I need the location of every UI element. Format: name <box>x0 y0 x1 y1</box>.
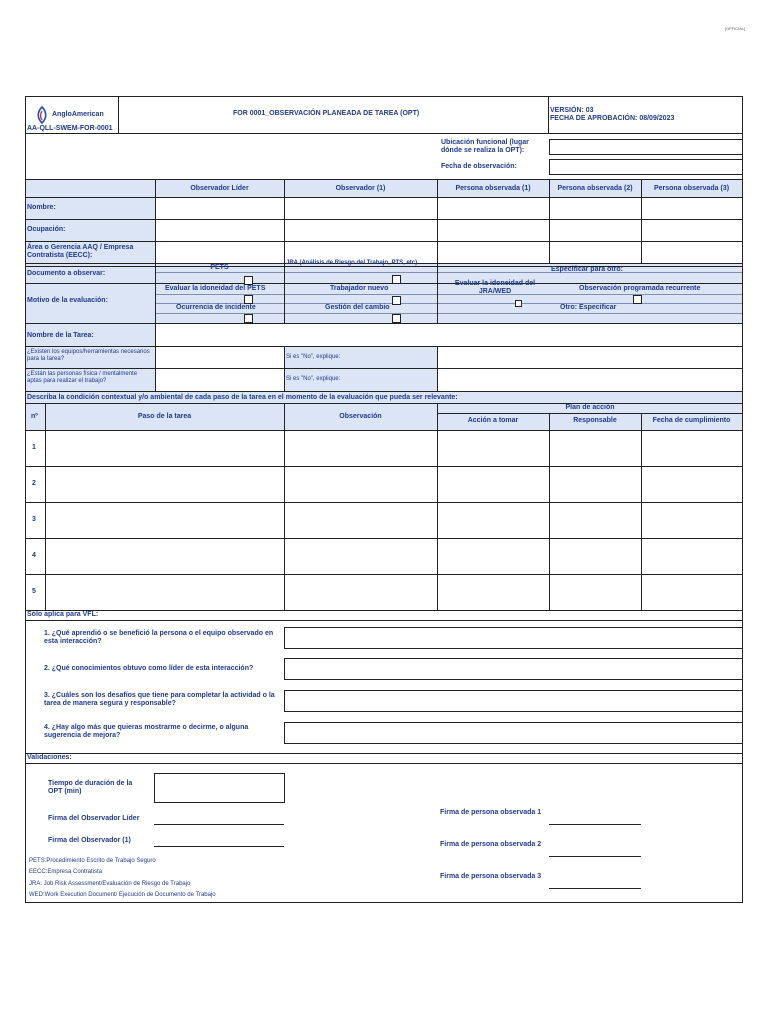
vfl-q4: 4. ¿Hay algo más que quieras mostrarme o decirme, o alguna sugerencia de mejora? <box>44 724 249 739</box>
motivo-label: Motivo de la evaluación: <box>27 297 108 304</box>
version: VERSIÓN: 03 <box>550 107 594 114</box>
firma-p2-line[interactable] <box>549 856 641 857</box>
vfl-a1-field[interactable] <box>284 627 743 649</box>
firma-p1-line[interactable] <box>549 824 641 825</box>
note-wed: WED:Work Execution Document/ Ejecución de Documento de Trabajo <box>29 892 216 898</box>
firma-p2-label: Firma de persona observada 2 <box>440 841 542 848</box>
motivo-pets-label: Evaluar la idoneidad del PETS <box>165 285 266 292</box>
col-accion: Acción a tomar <box>467 417 519 424</box>
vfl-a3-field[interactable] <box>284 690 743 712</box>
incidente-checkbox[interactable] <box>244 314 253 323</box>
nombre-tarea-label: Nombre de la Tarea: <box>27 332 94 339</box>
describa-label: Describa la condición contextual y/o ambiental de cada paso de la tarea en el momento de la evaluación que pueda ser relevante: <box>27 394 458 401</box>
vfl-label: Sólo aplica para VFL: <box>27 611 99 618</box>
aptas-question: ¿Están las personas física / mentalmente aptas para realizar el trabajo? <box>27 371 138 384</box>
motivo-jra-label: Evaluar la idoneidad del JRA/WED <box>454 280 536 295</box>
motivo-incidente-label: Ocurrencia de incidente <box>176 304 256 311</box>
step-number: 3 <box>32 516 36 523</box>
col-persona-1: Persona observada (1) <box>455 185 531 192</box>
step-number: 4 <box>32 552 36 559</box>
anglo-logo-icon <box>35 106 49 124</box>
col-persona-3: Persona observada (3) <box>653 185 730 192</box>
col-observador-1: Observador (1) <box>335 185 386 192</box>
vfl-q2: 2. ¿Qué conocimientos obtuvo como líder de esta interacción? <box>44 665 254 672</box>
col-observacion: Observación <box>339 413 382 420</box>
firma-lider-line[interactable] <box>154 824 284 825</box>
note-pets: PETS:Procedimiento Escrito de Trabajo Seguro <box>29 858 156 864</box>
tiempo-label: Tiempo de duración de la OPT (min) <box>48 780 133 795</box>
col-persona-2: Persona observada (2) <box>557 185 633 192</box>
fecha-obs-label: Fecha de observación: <box>441 163 517 170</box>
step-number: 5 <box>32 588 36 595</box>
step-number: 2 <box>32 480 36 487</box>
fecha-obs-field[interactable] <box>549 159 743 175</box>
cambio-checkbox[interactable] <box>392 314 401 323</box>
equipos-explique: Si es "No", explique: <box>286 354 341 360</box>
col-fecha: Fecha de cumplimiento <box>652 417 731 424</box>
vfl-q1: 1. ¿Qué aprendió o se benefició la persona o el equipo observado en esta interacción? <box>44 630 274 645</box>
pets-idoneidad-checkbox[interactable] <box>244 295 253 304</box>
doc-pets-label: PETS <box>210 264 229 271</box>
jra-checkbox[interactable] <box>392 275 401 284</box>
vfl-q3: 3. ¿Cuáles son los desafíos que tiene para completar la actividad o la tarea de manera segura y responsable? <box>44 692 275 707</box>
note-jra: JRA: Job Risk Assessment/Evaluación de Riesgo de Trabajo <box>29 881 191 887</box>
equipos-question: ¿Existen los equipos/herramientas necesarios para la tarea? <box>27 349 150 362</box>
motivo-trabajador-label: Trabajador nuevo <box>330 285 389 292</box>
row-area: Área o Gerencia AAQ / Empresa Contratista (EECC): <box>27 244 134 259</box>
vfl-a4-field[interactable] <box>284 722 743 744</box>
step-number: 1 <box>32 444 36 451</box>
firma-obs-line[interactable] <box>154 846 284 847</box>
pets-checkbox[interactable] <box>244 276 253 285</box>
col-observador-lider: Observador Líder <box>190 185 249 192</box>
recurrente-checkbox[interactable] <box>633 295 642 304</box>
firma-p1-label: Firma de persona observada 1 <box>440 809 542 816</box>
firma-p3-line[interactable] <box>549 888 641 889</box>
documento-label: Documento a observar: <box>27 270 106 277</box>
validaciones-label: Validaciones: <box>27 754 72 761</box>
doc-jra-label: JRA (Análisis de Riesgo del Trabajo, PTS, etc) <box>286 260 418 266</box>
approval-date: FECHA DE APROBACIÓN: 08/09/2023 <box>550 115 675 122</box>
especificar-otro-label: Especificar para otro: <box>551 266 623 273</box>
note-eecc: EECC:Empresa Contratista <box>29 869 103 875</box>
brand-name: AngloAmerican <box>52 111 104 118</box>
divider <box>118 96 119 133</box>
firma-obs-label: Firma del Observador (1) <box>48 837 131 844</box>
ubicacion-field[interactable] <box>549 139 743 155</box>
col-paso: Paso de la tarea <box>137 413 192 420</box>
row-ocupacion: Ocupación: <box>27 226 66 233</box>
jra-wed-checkbox[interactable] <box>515 300 522 307</box>
divider <box>548 96 549 133</box>
form-title: FOR 0001_OBSERVACIÓN PLANEADA DE TAREA (OPT) <box>233 110 420 117</box>
tiempo-field[interactable] <box>154 773 285 803</box>
motivo-cambio-label: Gestión del cambio <box>325 304 390 311</box>
trabajador-nuevo-checkbox[interactable] <box>392 296 401 305</box>
col-num: nº <box>31 413 38 420</box>
row-nombre: Nombre: <box>27 204 56 211</box>
aptas-explique: Si es "No", explique: <box>286 376 341 382</box>
divider <box>25 133 743 134</box>
firma-p3-label: Firma de persona observada 3 <box>440 873 542 880</box>
motivo-otro-label: Otro: Especificar <box>560 304 617 311</box>
firma-lider-label: Firma del Observador Líder <box>48 815 140 822</box>
motivo-recurrente-label: Observación programada recurrente <box>579 285 701 292</box>
vfl-a2-field[interactable] <box>284 658 743 680</box>
plan-accion-label: Plan de acción <box>565 404 615 411</box>
official-mark: [OFFICIAL] <box>725 26 746 31</box>
ubicacion-label: Ubicación funcional (lugar dónde se realiza la OPT): <box>441 139 529 154</box>
col-responsable: Responsable <box>573 417 617 424</box>
form-code: AA-QLL-SWEM-FOR-0001 <box>27 125 113 132</box>
